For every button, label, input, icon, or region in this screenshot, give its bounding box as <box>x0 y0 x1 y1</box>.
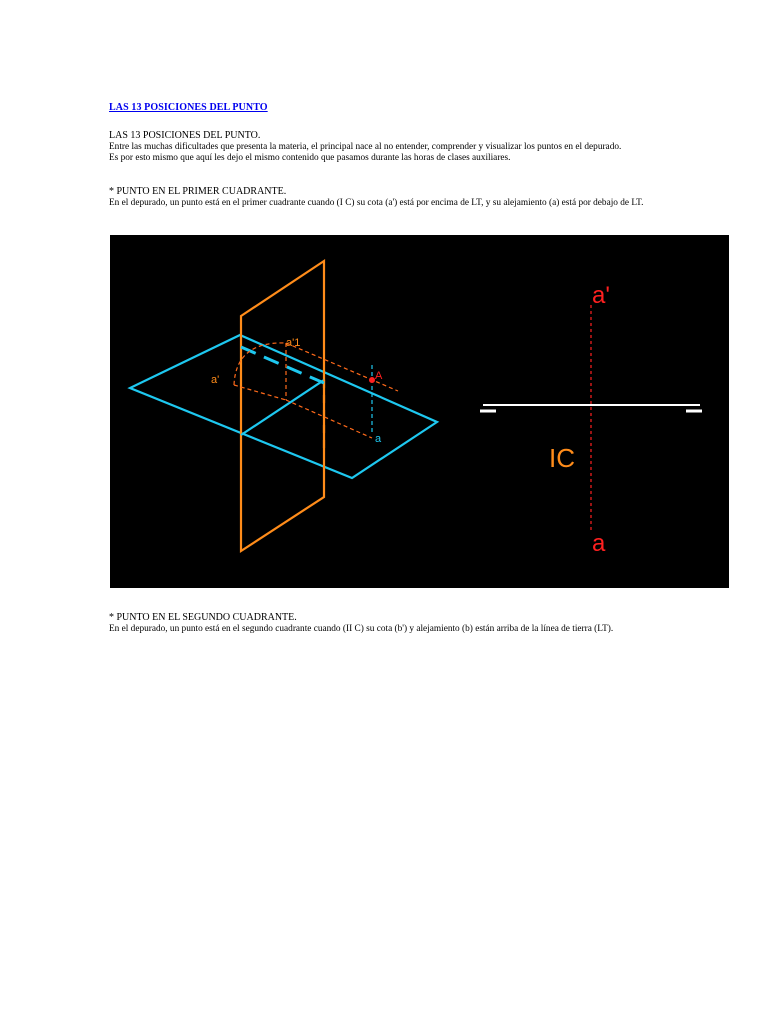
second-quadrant-body: En el depurado, un punto está en el segundo cuadrante cuando (II C) su cota (b') y alejamiento (b) están arriba de la línea de tierra (LT). <box>109 624 614 634</box>
ground-line-visible <box>241 380 324 435</box>
vertical-plane <box>241 261 324 551</box>
horizontal-plane-hidden-edge <box>241 347 324 383</box>
first-quadrant-paragraph <box>109 186 649 209</box>
label-a-prime-left: a' <box>211 374 220 386</box>
projection-line-ground <box>286 400 372 438</box>
depurado-label-quadrant: IC <box>549 443 575 473</box>
page-title-link[interactable]: LAS 13 POSICIONES DEL PUNTO <box>109 102 268 113</box>
intro-line-1: Entre las muchas dificultades que presenta la materia, el principal nace al no entender, comprender y visualizar los puntos en el depurado. <box>109 142 622 152</box>
depurado-label-a: a <box>592 530 606 557</box>
label-a-left: a <box>375 433 382 445</box>
intro-line-2: Es por esto mismo que aquí les dejo el mismo contenido que pasamos durante las horas de clases auxiliares. <box>109 153 511 164</box>
second-quadrant-heading: * PUNTO EN EL SEGUNDO CUADRANTE. <box>109 612 297 623</box>
label-a-prime-1: a'1 <box>286 337 301 349</box>
second-quadrant-paragraph <box>109 612 649 635</box>
intro-paragraph <box>109 130 649 165</box>
label-A: A <box>375 370 383 382</box>
projection-line-top <box>286 343 398 391</box>
first-quadrant-body: En el depurado, un punto está en el primer cuadrante cuando (I C) su cota (a') está por encima de LT, y su alejamiento (a) está por debajo de LT. <box>109 198 644 208</box>
depurado-label-a-prime: a' <box>592 282 610 309</box>
first-quadrant-heading: * PUNTO EN EL PRIMER CUADRANTE. <box>109 186 287 197</box>
intro-heading: LAS 13 POSICIONES DEL PUNTO. <box>109 130 261 141</box>
first-quadrant-diagram-svg <box>110 235 729 588</box>
first-quadrant-figure <box>110 235 729 588</box>
